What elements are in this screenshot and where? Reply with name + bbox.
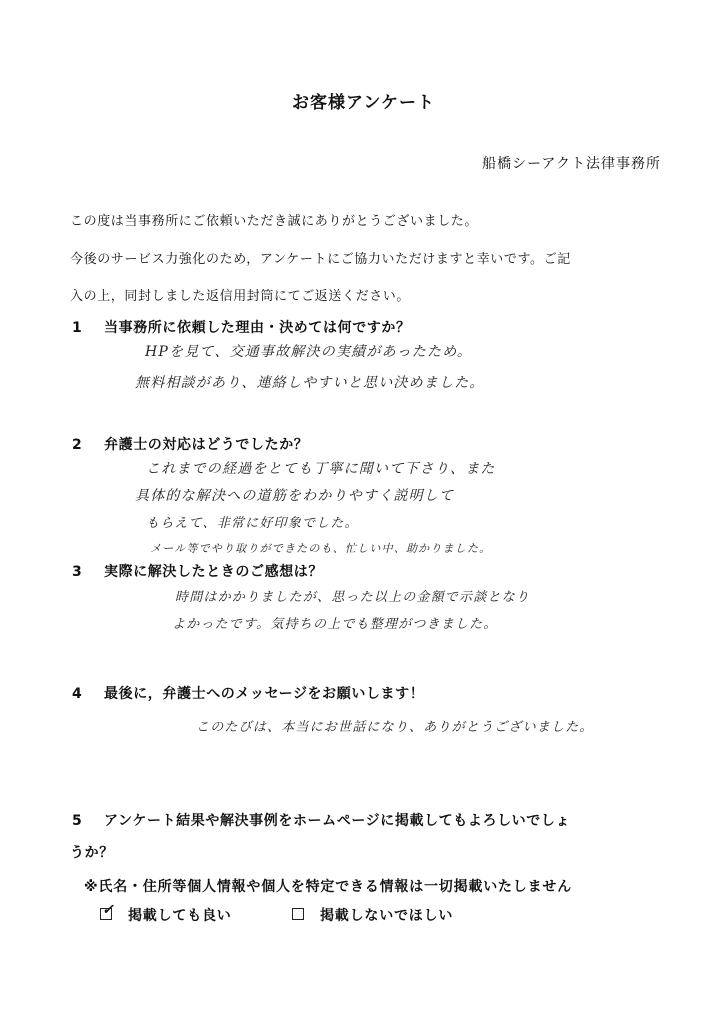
answer-3-line-2: よかったです。気持ちの上でも整理がつきました。: [172, 617, 498, 632]
checkbox-checked[interactable]: [100, 902, 115, 920]
intro-line-3: 入の上，同封しました返信用封筒にてご返送ください。: [70, 289, 411, 304]
intro-line-1: この度は当事務所にご依頼いただき誠にありがとうございました。: [70, 214, 479, 229]
answer-1-line-2: 無料相談があり、連絡しやすいと思い決めました。: [135, 375, 485, 391]
question-text: 実際に解決したときのご感想は？: [104, 564, 323, 580]
answer-3-line-1: 時間はかかりましたが、思った以上の金額で示談となり: [175, 590, 531, 605]
answer-2-line-3: もらえて、非常に好印象でした。: [146, 516, 359, 531]
answer-4-line-1: このたびは、本当にお世話になり、ありがとうございました。: [196, 720, 594, 735]
option-publish-no[interactable]: [292, 905, 453, 925]
question-5: [72, 810, 570, 830]
question-text: アンケート結果や解決事例をホームページに掲載してもよろしいでしょ: [104, 813, 571, 829]
question-text: 最後に，弁護士へのメッセージをお願いします！: [104, 686, 425, 702]
question-2: [72, 434, 308, 454]
page-title: お客様アンケート: [292, 93, 435, 113]
question-number: 2: [72, 437, 83, 453]
question-3: [72, 561, 323, 581]
question-number: 3: [72, 564, 83, 580]
question-number: 5: [72, 813, 83, 829]
question-1: [72, 317, 411, 337]
answer-1-line-1: HPを見て、交通事故解決の実績があったため。: [145, 344, 473, 360]
question-text: 弁護士の対応はどうでしたか？: [104, 437, 309, 453]
question-text: 当事務所に依頼した理由・決めては何ですか？: [104, 320, 411, 336]
firm-name: 船橋シーアクト法律事務所: [482, 156, 661, 172]
intro-line-2: 今後のサービス力強化のため，アンケートにご協力いただけますと幸いです。ご記: [70, 252, 571, 267]
privacy-note: ※氏名・住所等個人情報や個人を特定できる情報は一切掲載いたしません: [84, 879, 573, 895]
question-5-continued: うか？: [70, 845, 114, 861]
option-label: 掲載しても良い: [128, 908, 232, 924]
answer-2-line-2: 具体的な解決への道筋をわかりやすく説明して: [135, 488, 455, 504]
question-number: 1: [72, 320, 83, 336]
answer-2-line-1: これまでの経過をとても丁寧に聞いて下さり、また: [146, 461, 496, 477]
question-4: [72, 683, 424, 703]
option-label: 掲載しないでほしい: [320, 908, 454, 924]
checkmark-icon: ✓: [102, 902, 115, 918]
answer-2-line-4: メール等でやり取りができたのも、忙しい中、助かりました。: [150, 542, 492, 555]
question-number: 4: [72, 686, 83, 702]
option-publish-ok[interactable]: [100, 902, 232, 925]
checkbox-unchecked[interactable]: [292, 908, 304, 920]
